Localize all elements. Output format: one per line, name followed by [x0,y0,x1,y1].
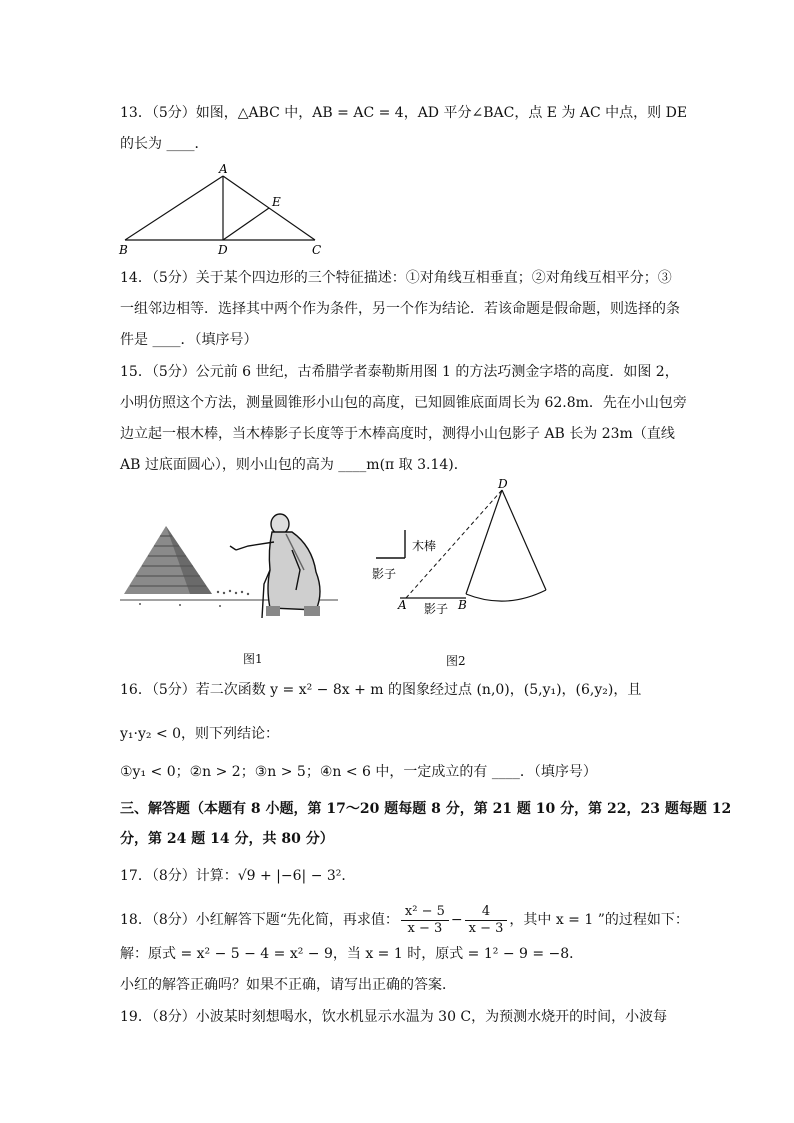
figure2-cone-diagram [370,478,550,618]
q18-frac2-denominator: x − 3 [468,920,504,936]
q19-line1: 19．（8分）小波某时刻想喝水，饮水机显示水温为 30 C，为预测水烧开的时间，小波每 [120,1009,668,1025]
q18-line2: 解：原式 = x² − 5 − 4 = x² − 9，当 x = 1 时，原式 = 1² − 9 = −8． [120,946,584,962]
q14-line1: 14．（5分）关于某个四边形的三个特征描述：①对角线互相垂直；②对角线互相平分；③ [120,270,672,286]
q18-line3: 小红的解答正确吗？如果不正确，请写出正确的答案． [120,977,456,993]
stick-label: 木棒 [412,539,437,553]
figure1-thales-illustration [120,510,338,622]
q15-line2: 小明仿照这个方法，测量圆锥形小山包的高度，已知圆锥底面周长为 62.8m．先在小山包旁 [120,395,687,411]
q18-fraction1 [401,904,449,937]
q16-line1: 16．（5分）若二次函数 y = x² − 8x + m 的图象经过点 (n,0)，(5,y₁)，(6,y₂)，且 [120,682,642,698]
cone-shadow-label: 影子 [424,602,449,616]
q18-frac1-denominator: x − 3 [407,920,443,936]
q18-suffix: ，其中 x = 1 ”的过程如下： [509,912,689,928]
q14-line3: 件是 ____．（填序号） [120,332,258,348]
stick-shadow-label: 影子 [372,567,397,581]
q14-line2: 一组邻边相等．选择其中两个作为条件，另一个作为结论．若该命题是假命题，则选择的条 [120,301,680,317]
q17-line1: 17．（8分）计算：√9 + |−6| − 3²． [120,868,356,884]
figure1-caption: 图1 [243,652,263,666]
q13-line2: 的长为 ____． [120,136,209,152]
cone-label-D: D [498,478,508,491]
section3-heading-line2: 分，第 24 题 14 分，共 80 分） [120,831,334,847]
q15-line4: AB 过底面圆心），则小山包的高为 ____m(π 取 3.14)． [120,457,468,473]
cone-label-A: A [398,598,407,612]
q15-line1: 15．（5分）公元前 6 世纪，古希腊学者泰勒斯用图 1 的方法巧测金字塔的高度．如图 2， [120,364,679,380]
label-E: E [272,195,281,209]
q16-line3: ①y₁ < 0；②n > 2；③n > 5；④n < 6 中，一定成立的有 ____．（填序号） [120,764,597,780]
label-A: A [219,162,228,176]
q18-fraction2 [465,904,508,937]
section3-heading-line1: 三、解答题（本题有 8 小题，第 17～20 题每题 8 分，第 21 题 10 分，第 22，23 题每题 12 [120,801,732,817]
label-B: B [119,243,128,257]
q18-line1 [120,900,689,940]
label-D: D [218,243,228,257]
q16-line2: y₁·y₂ < 0，则下列结论： [120,726,280,742]
q18-frac2-numerator: 4 [465,904,508,921]
q15-line3: 边立起一根木棒，当木棒影子长度等于木棒高度时，测得小山包影子 AB 长为 23m（直线 [120,426,675,442]
figure2-caption: 图2 [446,654,466,668]
q18-minus: − [450,912,463,928]
label-C: C [312,243,322,257]
cone-label-B: B [458,598,467,612]
q18-prefix: 18．（8分）小红解答下题“先化简，再求值： [120,912,399,928]
q18-frac1-numerator: x² − 5 [401,904,449,921]
q13-triangle-figure [115,162,335,257]
q13-line1: 13．（5分）如图，△ABC 中，AB = AC = 4，AD 平分∠BAC，点 E 为 AC 中点，则 DE [120,105,688,121]
